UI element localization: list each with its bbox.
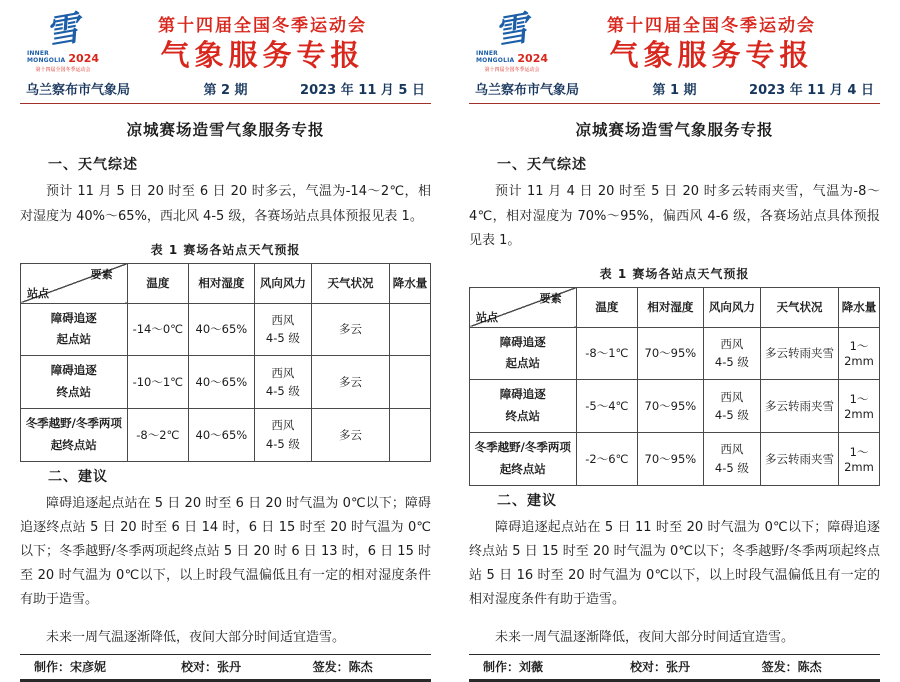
weather-cell: 多云 [312,303,390,356]
overview-heading: 一、天气综述 [48,157,138,174]
wind-cell: 西风 4-5 级 [703,380,760,433]
corner-station-label: 站点 [27,286,49,300]
precip-cell [389,303,430,356]
column-header-precip: 降水量 [838,287,879,327]
table-caption: 表 1 赛场各站点天气预报 [599,266,750,281]
weather-cell: 多云转雨夹雪 [761,380,839,433]
table-row [21,303,431,356]
temp-cell: -14～0℃ [127,303,189,356]
outlook-paragraph: 未来一周气温逐渐降低，夜间大部分时间适宜造雪。 [46,629,346,645]
wind-cell: 西风 4-5 级 [254,408,311,461]
wordmark-year: 2024 [517,52,549,66]
proofreader-credit: 校对：张丹 [181,659,242,674]
station-cell: 障碍追逐 起点站 [470,327,577,380]
agency-name: 乌兰察布市气象局 [475,83,580,99]
temp-cell: -8～2℃ [127,408,189,461]
precip-cell: 1～2mm [838,327,879,380]
report-page-left [20,8,431,674]
advice-heading: 二、建议 [48,468,108,485]
column-header-wind: 风向风力 [254,263,311,303]
overview-paragraph: 预计 11 月 5 日 20 时至 6 日 20 时多云，气温为-14～2℃，相对湿度为 40%～65%，西北风 4-5 级，各赛场站点具体预报见表 1。 [20,184,431,224]
weather-cell: 多云转雨夹雪 [761,327,839,380]
info-bar [469,77,880,103]
table-caption: 表 1 赛场各站点天气预报 [150,242,301,257]
precip-cell: 1～2mm [838,380,879,433]
wordmark-year: 2024 [68,52,100,66]
corner-element-label: 要素 [539,291,562,305]
weather-cell: 多云转雨夹雪 [761,432,839,485]
credits-footer [469,654,880,682]
masthead [20,8,431,74]
report-title: 气象服务专报 [609,37,814,72]
red-divider [20,103,431,104]
corner-header-cell [21,263,128,303]
issue-number: 第 2 期 [203,83,248,99]
event-title: 第十四届全国冬季运动会 [158,15,367,36]
column-header-temp: 温度 [576,287,638,327]
proofreader-credit: 校对：张丹 [630,659,691,674]
precip-cell: 1～2mm [838,432,879,485]
corner-station-label: 站点 [476,310,498,324]
emblem-subtext: 第十四届全国冬季运动会 [484,67,540,74]
issue-number: 第 1 期 [652,83,697,99]
issue-date: 2023 年 11 月 5 日 [300,83,425,99]
report-page-right [469,8,880,674]
doc-title: 凉城赛场造雪气象服务专报 [126,121,325,140]
overview-heading: 一、天气综述 [497,157,587,174]
humidity-cell: 70～95% [638,327,704,380]
doc-title: 凉城赛场造雪气象服务专报 [575,121,774,140]
column-header-weather: 天气状况 [761,287,839,327]
advice-paragraph: 障碍追逐起点站在 5 日 20 时至 6 日 20 时气温为 0℃以下；障碍追逐终点站 5 日 20 时至 6 日 14 时，6 日 15 时至 20 时气温为 0℃以下；冬季越野/冬季两项起终点站 5 日 20 时 6 日 13 时，6 日 15 时至 20 时气温为 0℃以下，以上时段气温偏低且有一定的相对湿度条件有助于造雪。 [20,495,431,607]
wind-cell: 西风 4-5 级 [703,432,760,485]
humidity-cell: 40～65% [189,303,255,356]
station-cell: 障碍追逐 终点站 [470,380,577,433]
station-cell: 障碍追逐 起点站 [21,303,128,356]
wordmark-line1: INNER [26,49,49,57]
table-header-row [21,263,431,303]
wind-cell: 西风 4-5 级 [254,356,311,409]
column-header-wind: 风向风力 [703,287,760,327]
wordmark-line2: MONGOLIA [26,56,66,64]
column-header-precip: 降水量 [389,263,430,303]
station-cell: 冬季越野/冬季两项 起终点站 [21,408,128,461]
temp-cell: -8～1℃ [576,327,638,380]
table-row [470,432,880,485]
snow-calligraphy-icon: 雪 [491,8,533,54]
credits-footer [20,654,431,682]
advice-paragraph: 障碍追逐起点站在 5 日 11 时至 20 时气温为 0℃以下；障碍追逐终点站 5 日 15 时至 20 时气温为 0℃以下；冬季越野/冬季两项起终点站 5 日 16 时至 20 时气温为 0℃以下，以上时段气温偏低且有一定的相对湿度条件有助于造雪。 [469,519,880,607]
column-header-weather: 天气状况 [312,263,390,303]
overview-paragraph: 预计 11 月 4 日 20 时至 5 日 20 时多云转雨夹雪，气温为-8～4℃，相对湿度为 70%～95%，偏西风 4-6 级，各赛场站点具体预报见表 1。 [469,184,880,248]
corner-header-cell [470,287,577,327]
table-row [470,380,880,433]
emblem-subtext: 第十四届全国冬季运动会 [35,67,91,74]
station-cell: 障碍追逐 终点站 [21,356,128,409]
forecast-table [20,263,431,462]
weather-cell: 多云 [312,356,390,409]
corner-element-label: 要素 [90,267,113,281]
emblem-wordmark [469,51,555,65]
issuer-credit: 签发：陈杰 [761,659,822,674]
table-row [21,408,431,461]
precip-cell [389,408,430,461]
event-title: 第十四届全国冬季运动会 [607,15,816,36]
masthead [469,8,880,74]
column-header-temp: 温度 [127,263,189,303]
table-header-row [470,287,880,327]
humidity-cell: 40～65% [189,408,255,461]
weather-cell: 多云 [312,408,390,461]
issue-date: 2023 年 11 月 4 日 [749,83,874,99]
agency-name: 乌兰察布市气象局 [26,83,131,99]
wordmark-line2: MONGOLIA [475,56,515,64]
advice-heading: 二、建议 [497,492,557,509]
temp-cell: -10～1℃ [127,356,189,409]
table-row [21,356,431,409]
report-title: 气象服务专报 [160,37,365,72]
precip-cell [389,356,430,409]
wind-cell: 西风 4-5 级 [703,327,760,380]
temp-cell: -2～6℃ [576,432,638,485]
humidity-cell: 70～95% [638,432,704,485]
maker-credit: 制作：刘薇 [483,659,544,674]
forecast-table [469,287,880,486]
outlook-paragraph: 未来一周气温逐渐降低，夜间大部分时间适宜造雪。 [495,629,795,645]
temp-cell: -5～4℃ [576,380,638,433]
column-header-humidity: 相对湿度 [189,263,255,303]
red-divider [469,103,880,104]
emblem-wordmark [20,51,106,65]
wind-cell: 西风 4-5 级 [254,303,311,356]
games-emblem-icon [469,8,555,74]
games-emblem-icon [20,8,106,74]
issuer-credit: 签发：陈杰 [312,659,373,674]
humidity-cell: 70～95% [638,380,704,433]
maker-credit: 制作：宋彦妮 [34,659,107,674]
info-bar [20,77,431,103]
humidity-cell: 40～65% [189,356,255,409]
station-cell: 冬季越野/冬季两项 起终点站 [470,432,577,485]
snow-calligraphy-icon: 雪 [42,8,84,54]
wordmark-line1: INNER [475,49,498,57]
column-header-humidity: 相对湿度 [638,287,704,327]
table-row [470,327,880,380]
